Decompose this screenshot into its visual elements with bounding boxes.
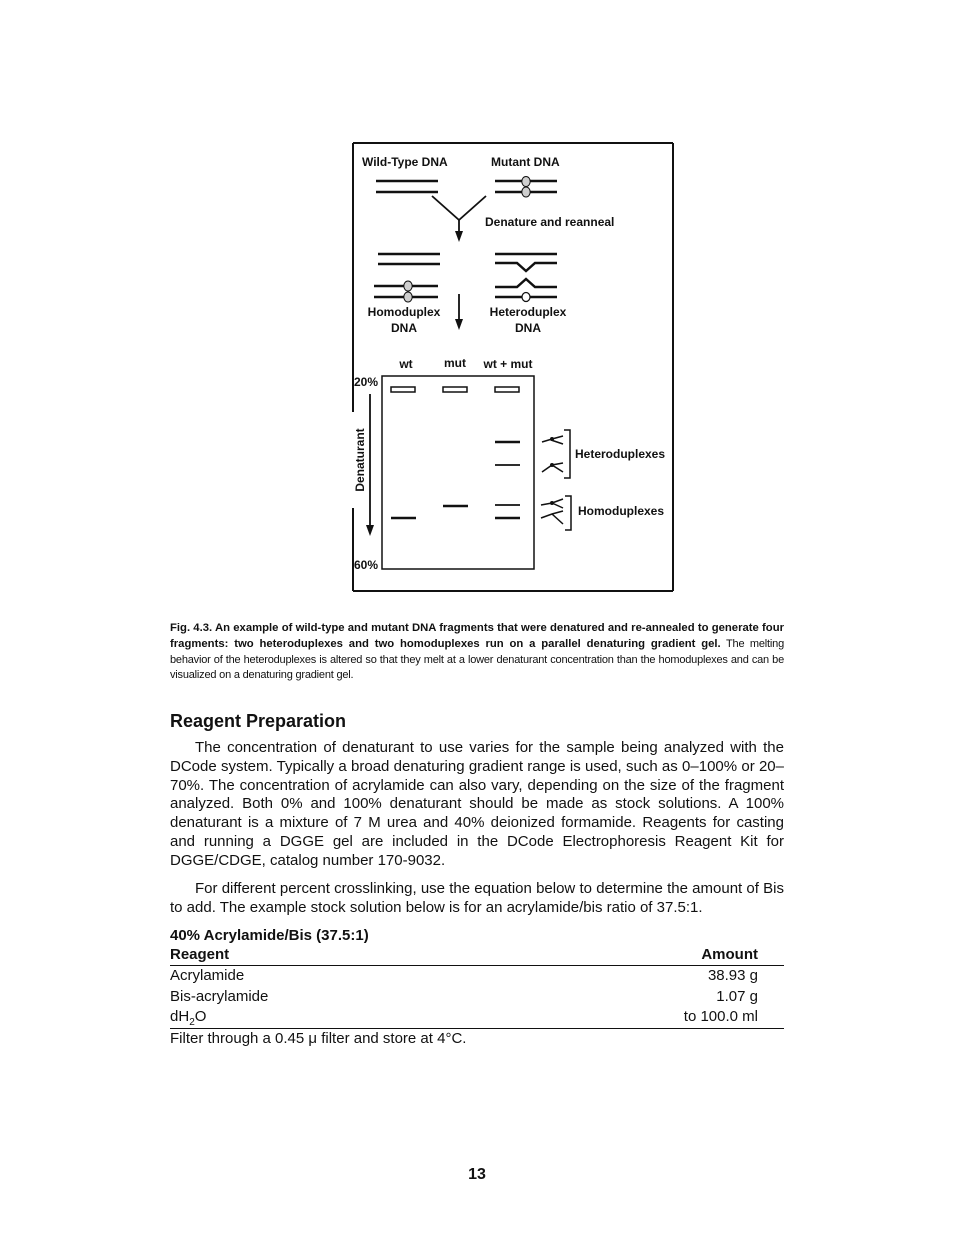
paragraph-denaturant: The concentration of denaturant to use varies for the sample being analyzed with the DCode system. Typically a broad denaturing gradient range is used, such as 0–100% or 20–70%. The concentration of acrylamide can also vary, depending on the size of the fragment analyzed. Both 0% and 100% denaturant should be made as stock solutions. A 100% denaturant is a mixture of 7 M urea and 40% deionized formamide. Reagents for casting and running a DGGE gel are included in the DCode Electrophoresis Reagent Kit for DGGE/CDGE, catalog number 170-9032. xyxy=(170,739,784,869)
heteroduplex-symbols xyxy=(542,430,570,478)
denature-arrow xyxy=(432,196,486,234)
reagent-name-main: dH xyxy=(170,1008,190,1025)
arrow-head-icon xyxy=(455,319,463,330)
section-title: Reagent Preparation xyxy=(170,711,347,731)
table-title: 40% Acrylamide/Bis (37.5:1) xyxy=(170,927,369,944)
caption-bold: Fig. 4.3. An example of wild-type and mutant DNA fragments that were denatured and re-annealed to generate four fragments: two heteroduplexes and two homoduplexes run on a parallel denaturing gradient gel. xyxy=(170,622,784,650)
table-row xyxy=(170,987,784,1008)
mutant-duplex xyxy=(495,177,557,198)
label-wild-type: Wild-Type DNA xyxy=(362,155,448,169)
table-row xyxy=(170,966,784,987)
dgge-figure xyxy=(352,142,674,592)
lane-label-wt-mut: wt + mut xyxy=(483,357,533,371)
lane-label-wt: wt xyxy=(399,357,413,371)
mutation-marker-icon xyxy=(404,281,412,291)
wild-type-duplex xyxy=(376,181,438,192)
page-number: 13 xyxy=(468,1166,486,1183)
label-homoduplexes: Homoduplexes xyxy=(578,504,665,518)
label-mutant: Mutant DNA xyxy=(491,155,560,169)
gel-bands xyxy=(391,442,520,518)
gel-wells xyxy=(391,387,519,392)
label-homoduplex-2: DNA xyxy=(391,321,417,335)
caption-rest: The melting behavior of the heteroduplexes is altered so that they melt at a lower denaturant concentration than the homoduplexes and can be visualized on a denaturing gradient gel. xyxy=(170,637,784,682)
gel-box xyxy=(382,376,534,569)
header-reagent: Reagent xyxy=(170,946,230,963)
reagent-name xyxy=(170,1007,206,1028)
mutation-marker-icon xyxy=(404,292,412,302)
reagent-amount: to 100.0 ml xyxy=(683,1008,758,1025)
dgge-diagram xyxy=(352,142,674,592)
arrow-head-icon xyxy=(455,231,463,242)
melt-point-icon xyxy=(550,463,554,467)
melt-point-icon xyxy=(550,501,554,505)
header-amount: Amount xyxy=(701,946,758,963)
label-heteroduplex-2: DNA xyxy=(515,321,541,335)
figure-caption xyxy=(170,621,784,684)
reagent-name: Acrylamide xyxy=(170,967,245,984)
arrow-head-icon xyxy=(366,525,374,536)
label-denature: Denature and reanneal xyxy=(485,215,615,229)
heteroduplex-duplexes xyxy=(495,254,557,297)
reagent-table xyxy=(170,945,784,1029)
pct-bottom: 60% xyxy=(354,558,379,572)
reagent-name: Bis-acrylamide xyxy=(170,987,269,1005)
paragraph-crosslinking: For different percent crosslinking, use the equation below to determine the amount of Bis to add. The example stock solution below is for an acrylamide/bis ratio of 37.5:1. xyxy=(170,880,784,916)
reagent-amount: 38.93 g xyxy=(707,967,758,984)
table-header xyxy=(170,945,784,966)
melt-point-icon xyxy=(550,437,554,441)
label-denaturant: Denaturant xyxy=(353,428,367,492)
reagent-name-sub: 2 xyxy=(189,1017,195,1028)
table-footnote: Filter through a 0.45 μ filter and store at 4°C. xyxy=(170,1030,467,1047)
pct-top: 20% xyxy=(354,375,379,389)
table-row xyxy=(170,1007,784,1029)
lane-label-mut: mut xyxy=(444,356,466,370)
homoduplex-symbols xyxy=(541,496,571,530)
reagent-name-tail: O xyxy=(194,1008,207,1025)
label-heteroduplex-1: Heteroduplex xyxy=(489,305,567,319)
label-homoduplex-1: Homoduplex xyxy=(367,305,441,319)
label-heteroduplexes: Heteroduplexes xyxy=(575,447,666,461)
reagent-amount: 1.07 g xyxy=(716,987,758,1005)
mismatch-marker-icon xyxy=(522,293,530,302)
